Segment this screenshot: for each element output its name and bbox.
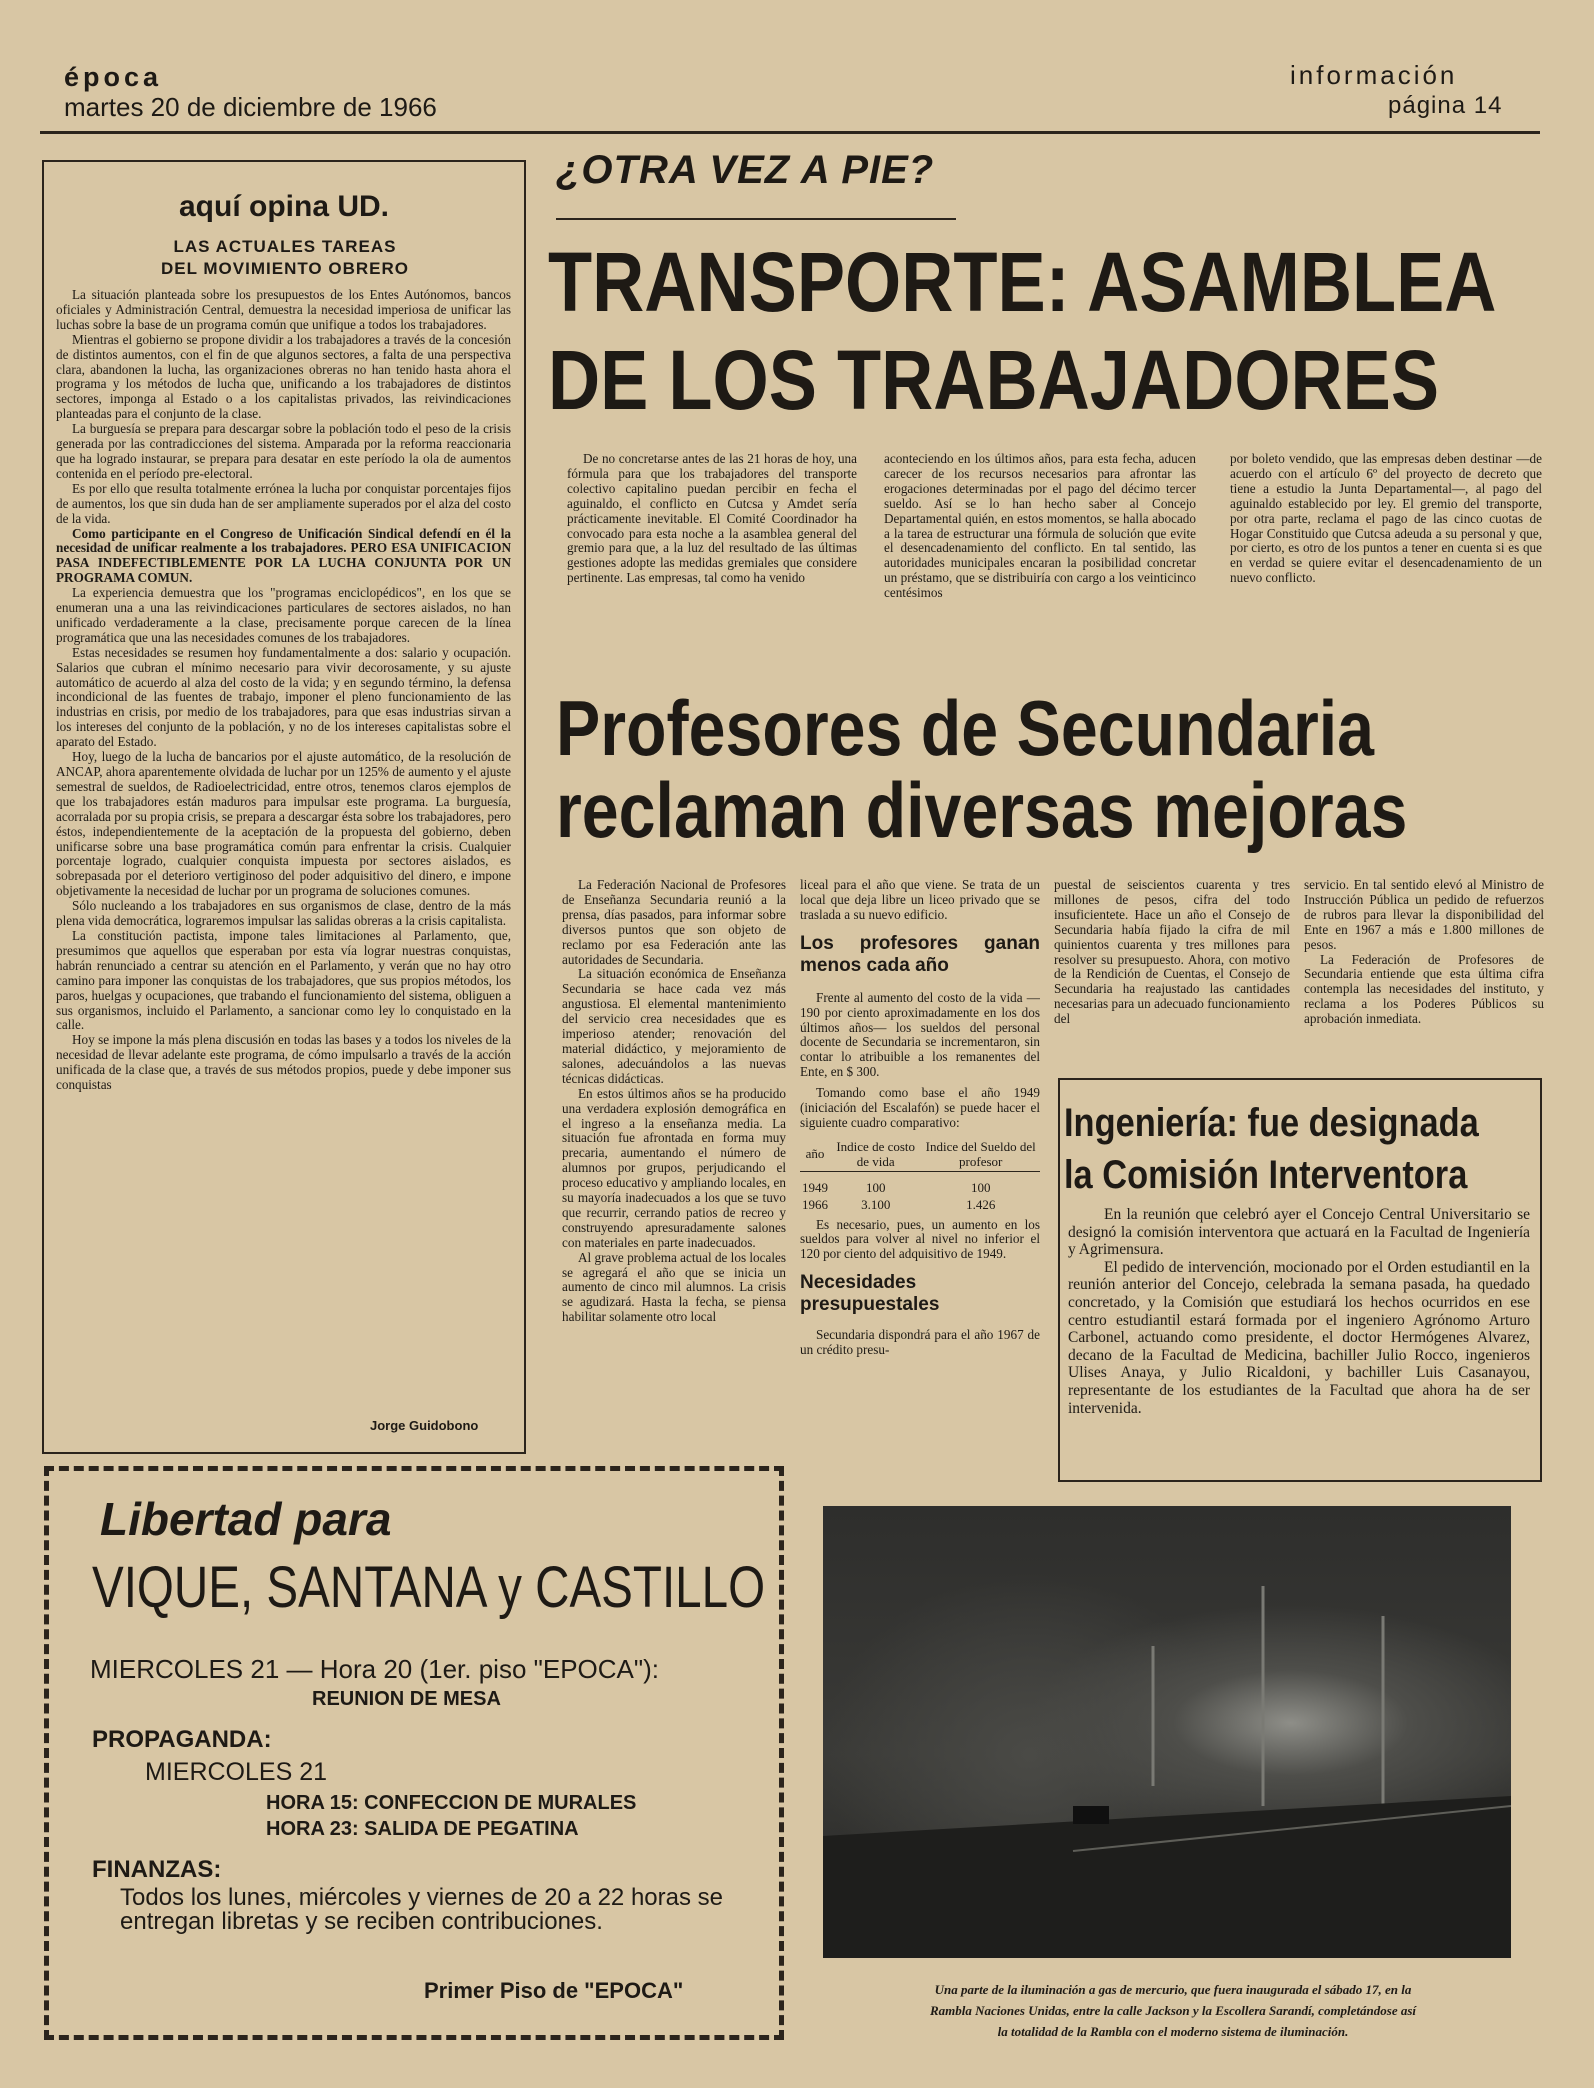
opinion-paragraph: Hoy se impone la más plena discusión en todas las bases y a todos los niveles de la necesidad de llevar adelante este programa, de cómo impulsarlo a través de la acción unificada de la clase que, a través de sus métodos propios, puede y debe imponer sus conquistas <box>56 1032 511 1093</box>
masthead-page: página 14 <box>1388 92 1503 119</box>
table-row <box>800 1197 1040 1214</box>
opinion-body <box>56 288 511 1408</box>
engineering-paragraph: El pedido de intervención, mocionado por el Orden estudiantil en la reunión anterior del Concejo, celebrada la semana pasada, ha quedado concretado, y la Comisión que estudiará los hechos ocurridos en ese centro estudiantil estará formada por el ingeniero Agrónomo Arturo Carbonel, actuando como presidente, el doctor Hermógenes Alvarez, decano de la Facultad de Medicina, bachiller Julio Rocco, ingenieros Ulises Anaya, y Julio Ricaldoni, y bachiller Luis Casanayou, representante de los estudiantes de la Facultad que ahora ha de ser intervenida. <box>1068 1258 1530 1417</box>
transport-kicker: ¿OTRA VEZ A PIE? <box>556 148 935 192</box>
opinion-paragraph: La constitución pactista, impone tales limitaciones al Parlamento, que, presumimos que aquellos que esperaban por esta vía lograr nuestras conquistas, habrán renunciado a centrar su atención en el Parlamento, y verán que no hay otro camino para imponer las conquistas de los trabajadores, que sus propios métodos, los paros, huelgas y ocupaciones, que trabando el funcionamiento del sistema, obliguen a sus organismos, incluido el Parlamento, a sancionar como ley lo conquistado en la calle. <box>56 927 511 1033</box>
transport-headline-1: TRANSPORTE: ASAMBLEA <box>548 235 1497 329</box>
opinion-paragraph: La experiencia demuestra que los "programas enciclopédicos", en los que se enumeran una a una las reivindicaciones particulares de sectores aislados, no han unificado verdaderamente a la clase, precisamente porque carecen de la línea programática que una las necesidades comunes de los trabajadores. <box>56 585 511 645</box>
teachers-col-2 <box>800 878 1040 1488</box>
table-cell: 1.426 <box>966 1196 996 1212</box>
teachers-col-1 <box>562 878 786 1450</box>
teachers-paragraph: puestal de seiscientos cuarenta y tres millones de pesos, cifra del todo insuficientete. Hace un año el Consejo de Secundaria había fijado la cifra de mil quinientos cuarenta y tres millones para resolver su presupuesto. Ahora, con motivo de la Rendición de Cuentas, el Consejo de Secundaria ha reajustado las cantidades necesarias para un adecuado funcionamiento del <box>1054 878 1290 1027</box>
opinion-paragraph: La situación planteada sobre los presupuestos de los Entes Autónomos, bancos oficiales y Administración Central, demuestra la necesidad imperiosa de unificar las luchas sobre la base de un programa común que unifique a todos los trabajadores. <box>56 288 511 332</box>
table-cell: 1966 <box>802 1196 828 1212</box>
table-header: Indice de costo de vida <box>836 1138 916 1169</box>
transport-headline-2: DE LOS TRABAJADORES <box>548 333 1440 427</box>
photo-caption-2: Rambla Naciones Unidas, entre la calle Jackson y la Escollera Sarandí, completándose así <box>929 2003 1417 2018</box>
opinion-signature: Jorge Guidobono <box>370 1418 479 1433</box>
table-header: Indice del Sueldo del profesor <box>925 1138 1036 1169</box>
opinion-paragraph: La burguesía se prepara para descargar sobre la población todo el peso de la crisis generada por las contradicciones del sistema. Amparada por la reforma reaccionaria que ha logrado instaurar, se prepara para desatar en este período la ola de aumentos contenida en el período pre-electoral. <box>56 421 511 481</box>
teachers-paragraph: La situación económica de Enseñanza Secundaria se hace cada vez más angustiosa. El elemental mantenimiento del servicio crea necesidades que es imperioso atender; renovación del material didáctico, y mejoramiento de salones, adecuándolos a las nuevas técnicas didácticas. <box>562 966 786 1086</box>
liberty-prop-h15: HORA 15: CONFECCION DE MURALES <box>266 1792 637 1814</box>
teachers-paragraph: liceal para el año que viene. Se trata de un local que deja libre un liceo privado que se traslada a su nuevo edificio. <box>800 878 1040 922</box>
teachers-paragraph: La Federación Nacional de Profesores de Enseñanza Secundaria reunió a la prensa, días pasados, para informar sobre diversos puntos que son objeto de reclamo por esa Federación ante las autoridades de Secundaria. <box>562 878 786 967</box>
teachers-headline-1: Profesores de Secundaria <box>556 684 1375 772</box>
road <box>823 1796 1511 1958</box>
photo-scene <box>823 1506 1511 1958</box>
table-cell: 100 <box>865 1179 886 1195</box>
liberty-line-1: Libertad para <box>100 1493 392 1545</box>
masthead-paper: época <box>64 62 163 92</box>
teachers-paragraph: Tomando como base el año 1949 (iniciación del Escalafón) se puede hacer el siguiente cuadro comparativo: <box>800 1085 1040 1130</box>
comparison-table <box>800 1139 1040 1214</box>
teachers-subhead: Los profesores ganan menos cada año <box>800 932 1040 976</box>
liberty-fin-label: FINANZAS: <box>92 1856 222 1883</box>
liberty-fin-text: Todos los lunes, miércoles y viernes de 20 a 22 horas se entregan libretas y se reciben contribuciones. <box>120 1884 723 1935</box>
transport-col-1: De no concretarse antes de las 21 horas de hoy, una fórmula para que los trabajadores del transporte colectivo capitalino puedan percibir en fecha el aguinaldo, el conflicto en Cutcsa y Amdet sería prácticamente inevitable. El Comité Coordinador ha convocado para esta noche a la asamblea general del gremio para que, a la luz del resultado de las últimas gestiones adopte las medidas gremiales que considere pertinente. Las empresas, tal como ha venido <box>567 452 857 586</box>
masthead-rule <box>40 131 1540 134</box>
table-row <box>800 1180 1040 1197</box>
table-cell: 3.100 <box>861 1196 891 1212</box>
teachers-paragraph: Secundaria dispondrá para el año 1967 de un crédito presu- <box>800 1327 1040 1358</box>
transport-col-2: aconteciendo en los últimos años, para esta fecha, aducen carecer de los recursos necesarios para afrontar las erogaciones determinadas por el pago del décimo tercer sueldo. Así se lo han hecho saber al Concejo Departamental quién, en estos momentos, se halla abocado a la tarea de estructurar una fórmula de solución que evite el desencadenamiento del conflicto. En tal sentido, las autoridades municipales encaran la posibilidad concretar un préstamo, que se distribuiría con cargo a los veinticinco centésimos <box>884 452 1196 601</box>
opinion-paragraph: Sólo nucleando a los trabajadores en sus organismos de clase, dentro de la más plena vida democrática, lograremos impulsar las salidas obreras a la crisis capitalista. <box>56 898 511 929</box>
teachers-paragraph: Es necesario, pues, un aumento en los sueldos para volver al nivel no inferior el 120 por ciento del adquisitivo de 1949. <box>800 1216 1040 1262</box>
kicker-rule <box>556 218 956 220</box>
teachers-subhead: Necesidades presupuestales <box>800 1272 940 1316</box>
teachers-col-4 <box>1304 878 1544 1060</box>
table-cell: 1949 <box>802 1179 828 1195</box>
opinion-paragraph: Mientras el gobierno se propone dividir a los trabajadores a través de la concesión de distintos aumentos, con el fin de que algunos sectores, a falta de una perspectiva clara, abandonen la lucha, las organizaciones obreras no han tenido hasta ahora el programa y los métodos de lucha que, unificando a los trabajadores de distintos sectores, imponga al Estado o a los capitalistas privados, las reivindicaciones planteadas para el conjunto de la clase. <box>56 331 511 422</box>
liberty-footer: Primer Piso de "EPOCA" <box>424 1978 684 2003</box>
teachers-paragraph: La Federación de Profesores de Secundaria entiende que esta última cifra contempla las necesidades del instituto, y reclama a los Poderes Públicos su aprobación inmediata. <box>1304 951 1544 1027</box>
liberty-meeting-sub: REUNION DE MESA <box>312 1688 501 1710</box>
liberty-prop-day: MIERCOLES 21 <box>145 1758 328 1786</box>
engineering-paragraph: En la reunión que celebró ayer el Concejo Central Universitario se designó la comisión interventora que actuará en la Facultad de Ingeniería y Agrimensura. <box>1068 1206 1530 1259</box>
opinion-paragraph: Es por ello que resulta totalmente errónea la lucha por conquistar porcentajes fijos de aumentos, los que sin duda han de ser ampliamente superados por el alza del costo de la vida. <box>56 480 511 526</box>
liberty-prop-label: PROPAGANDA: <box>92 1726 272 1753</box>
car <box>1073 1806 1109 1824</box>
teachers-paragraph: servicio. En tal sentido elevó al Ministro de Instrucción Pública un pedido de refuerzos de rubros para llevar la disponibilidad del Ente en 1967 a más e 1.800 millones de pesos. <box>1304 878 1544 952</box>
opinion-paragraph: Estas necesidades se resumen hoy fundamentalmente a dos: salario y ocupación. Salarios que cubran el mínimo necesario para vivir decorosamente, y su ajuste automático de acuerdo al alza del costo de la vida; y en segundo término, la defensa incondicional de las fuentes de trabajo, imponer el pleno funcionamiento de las industrias en crisis, por medio de los trabajadores, para que esas industrias sirvan a los intereses del conjunto de la población, y no de los intereses capitalistas sobre el aparato del Estado. <box>56 644 511 750</box>
opinion-paragraph: Como participante en el Congreso de Unificación Sindical defendí en él la necesidad de unificar realmente a los trabajadores. PERO ESA UNIFICACION PASA INDEFECTIBLEMENTE POR LA LUCHA CONJUNTA POR UN PROGRAMA COMUN. <box>56 525 511 586</box>
engineering-body <box>1068 1206 1530 1474</box>
opinion-title: LAS ACTUALES TAREAS DEL MOVIMIENTO OBRERO <box>160 237 409 278</box>
liberty-line-2: VIQUE, SANTANA y CASTILLO <box>92 1555 766 1620</box>
teachers-paragraph: Frente al aumento del costo de la vida —190 por ciento aproximadamente en los dos últimos años— los sueldos del personal docente de Secundaria se incrementaron, sin contar lo atribuible a los remanentes del Ente, en $ 300. <box>800 989 1040 1080</box>
masthead-date: martes 20 de diciembre de 1966 <box>64 92 437 122</box>
photo-caption-3: la totalidad de la Rambla con el moderno sistema de iluminación. <box>997 2024 1349 2039</box>
table-cell: 100 <box>970 1179 991 1195</box>
engineering-headline-2: la Comisión Interventora <box>1064 1153 1468 1197</box>
teachers-paragraph: Al grave problema actual de los locales se agregará el año que se inicia un aumento de cinco mil alumnos. La crisis se agudizará. Hasta la fecha, se piensa habilitar solamente otro local <box>562 1249 786 1325</box>
transport-col-3: por boleto vendido, que las empresas deben destinar —de acuerdo con el artículo 6º del proyecto de decreto que tiene a estudio la Junta Departamental—, al pago del aguinaldo establecido por ley. El gremio del transporte, por otra parte, reclama el pago de las cinco cuotas de Hogar Constituido que Cutcsa adeuda a su personal y que, por cierto, es otro de los puntos a tener en cuenta si es que en verdad se quiere evitar el desencadenamiento de un nuevo conflicto. <box>1230 452 1542 586</box>
table-header: año <box>805 1146 825 1162</box>
opinion-kicker: aquí opina UD. <box>179 190 389 223</box>
opinion-paragraph: Hoy, luego de la lucha de bancarios por el ajuste automático, de la resolución de ANCAP, ahora aparentemente olvidada de luchar por un 125% de aumento y el ajuste semestral de sueldos, de Radioelectricidad, entre otros, tenemos claros ejemplos de que los trabajadores están maduros para impulsar este programa. La burguesía, acorralada por su propia crisis, se prepara a descargar ésta sobre los trabajadores, pero éstos, independientemente de la aceptación de la propuesta del gobierno, deben unificarse sobre una base programática común para enfrentar la crisis. Cualquier porcentaje logrado, cualquier conquista impuesta por sectores aislados, es sobrepasada por el deterioro vertiginoso del poder adquisitivo del dinero, e impone objetivamente la necesidad de luchar por un programa de soluciones comunes. <box>56 749 511 899</box>
photo-caption-1: Una parte de la iluminación a gas de mercurio, que fuera inaugurada el sábado 17, en la <box>934 1982 1412 1997</box>
masthead-section: información <box>1290 60 1458 90</box>
teachers-headline-2: reclaman diversas mejoras <box>556 766 1408 854</box>
engineering-headline-1: Ingeniería: fue designada <box>1064 1101 1479 1145</box>
liberty-prop-h23: HORA 23: SALIDA DE PEGATINA <box>266 1818 579 1840</box>
liberty-meeting: MIERCOLES 21 — Hora 20 (1er. piso "EPOCA"): <box>90 1654 659 1684</box>
photo <box>823 1506 1511 1958</box>
teachers-paragraph: En estos últimos años se ha producido una verdadera explosión demográfica en el ingreso a la enseñanza media. La situación fue afrontada en forma muy precaria, aumentando el número de alumnos por grupos, perjudicando el proceso educativo y ampliando locales, en su mayoría inadecuados a los que se tuvo que recurrir, cerrando patios de recreo y construyendo apresuradamente salones con materiales en parte inadecuados. <box>562 1085 786 1250</box>
teachers-col-3 <box>1054 878 1290 1060</box>
